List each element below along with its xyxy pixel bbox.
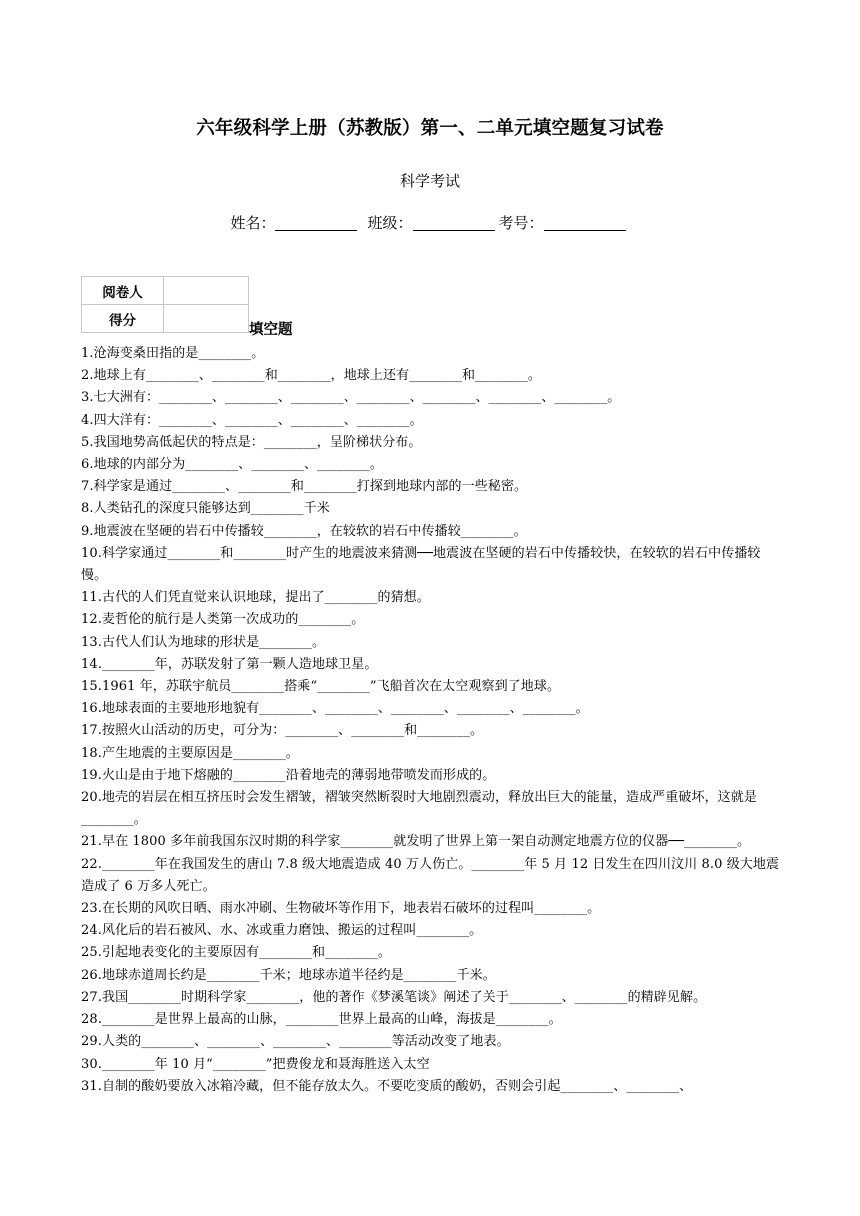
question-item: 20.地壳的岩层在相互挤压时会发生褶皱，褶皱突然断裂时大地剧烈震动，释放出巨大的能量，造成严重破坏，这就是________。 — [81, 790, 757, 828]
question-item: 29.人类的________、________、________、________等活动改变了地表。 — [81, 1034, 510, 1050]
question-item: 8.人类钻孔的深度只能够达到________千米 — [81, 501, 330, 517]
question-item: 6.地球的内部分为________、________、________。 — [81, 457, 384, 473]
name-label: 姓名： — [230, 214, 276, 232]
question-list — [81, 343, 781, 1098]
question-item: 30.________年 10 月“________”把费俊龙和聂海胜送入太空 — [81, 1056, 430, 1072]
question-item: 31.自制的酸奶要放入冰箱冷藏，但不能存放太久。不要吃变质的酸奶，否则会引起________、________、 — [81, 1078, 693, 1094]
question-item: 26.地球赤道周长约是________千米；地球赤道半径约是________千米。 — [81, 967, 496, 983]
question-item: 13.古代人们认为地球的形状是________。 — [81, 634, 326, 650]
number-label: 考号： — [498, 214, 544, 232]
reviewer-value-cell[interactable] — [164, 277, 249, 305]
score-table-row — [82, 277, 249, 305]
exam-title: 六年级科学上册（苏教版）第一、二单元填空题复习试卷 — [196, 118, 664, 139]
question-item: 21.早在 1800 多年前我国东汉时期的科学家________就发明了世界上第一架自动测定地震方位的仪器──________。 — [81, 834, 751, 850]
question-item: 23.在长期的风吹日晒、雨水冲刷、生物破坏等作用下，地表岩石破坏的过程叫________。 — [81, 901, 601, 917]
question-item: 18.产生地震的主要原因是________。 — [81, 745, 299, 761]
question-item: 10.科学家通过________和________时产生的地震波来猜测──地震波在坚硬的岩石中传播较快，在较软的岩石中传播较慢。 — [81, 545, 761, 584]
score-label: 得分 — [82, 305, 164, 333]
score-value-cell[interactable] — [164, 305, 249, 333]
question-item: 15.1961 年，苏联宇航员________搭乘“________”飞船首次在太空观察到了地球。 — [81, 679, 561, 695]
name-blank[interactable] — [275, 215, 357, 231]
question-item: 27.我国________时期科学家________，他的著作《梦溪笔谈》阐述了关于________、________的精辟见解。 — [81, 989, 707, 1005]
exam-subtitle: 科学考试 — [399, 172, 460, 190]
reviewer-label: 阅卷人 — [82, 277, 164, 305]
question-item: 16.地球表面的主要地形地貌有________、________、________、________、________。 — [81, 701, 589, 717]
question-item: 9.地震波在坚硬的岩石中传播较________，在较软的岩石中传播较________。 — [81, 523, 527, 539]
question-item: 5.我国地势高低起伏的特点是：________，呈阶梯状分布。 — [81, 434, 422, 450]
score-table-row — [82, 305, 249, 333]
student-info-line — [0, 212, 860, 233]
question-item: 22.________年在我国发生的唐山 7.8 级大地震造成 40 万人伤亡。________年 5 月 12 日发生在四川汶川 8.0 级大地震造成了 6 万多人死亡。 — [81, 856, 780, 894]
score-table — [81, 276, 249, 333]
question-item: 24.风化后的岩石被风、水、冰或重力磨蚀、搬运的过程叫________。 — [81, 923, 483, 939]
class-blank[interactable] — [413, 215, 495, 231]
section-title: 填空题 — [249, 322, 293, 338]
question-item: 1.沧海变桑田指的是________。 — [81, 346, 265, 361]
question-item: 2.地球上有________、________和________，地球上还有________和________。 — [81, 368, 542, 384]
question-item: 3.七大洲有：________、________、________、________、________、________、________。 — [81, 390, 621, 406]
number-blank[interactable] — [544, 215, 626, 231]
question-item: 11.古代的人们凭直觉来认识地球，提出了________的猜想。 — [81, 590, 430, 606]
class-label: 班级： — [367, 214, 413, 232]
question-item: 4.四大洋有：________、________、________、________。 — [81, 412, 423, 428]
question-item: 19.火山是由于地下熔融的________沿着地壳的薄弱地带喷发而形成的。 — [81, 767, 496, 783]
question-item: 25.引起地表变化的主要原因有________和________。 — [81, 945, 391, 961]
question-item: 28.________是世界上最高的山脉，________世界上最高的山峰，海拔是________。 — [81, 1012, 562, 1028]
question-item: 17.按照火山活动的历史，可分为：________、________和________。 — [81, 723, 484, 739]
question-item: 14.________年，苏联发射了第一颗人造地球卫星。 — [81, 656, 378, 672]
question-item: 12.麦哲伦的航行是人类第一次成功的________。 — [81, 612, 365, 628]
question-item: 7.科学家是通过________、________和________打探到地球内部的一些秘密。 — [81, 479, 528, 495]
